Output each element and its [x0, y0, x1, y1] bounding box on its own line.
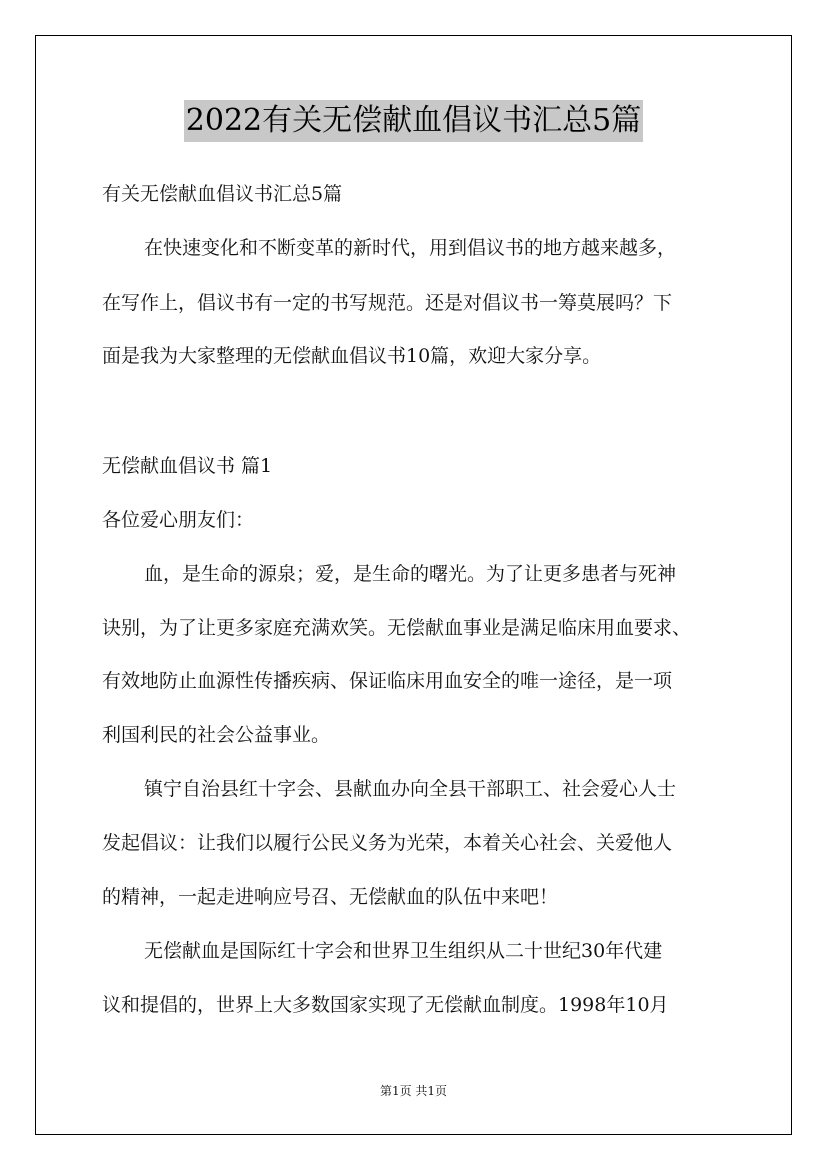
paragraph2-line-2: 发起倡议：让我们以履行公民义务为光荣，本着关心社会、关爱他人	[102, 832, 673, 854]
paragraph1-line-1: 血，是生命的源泉；爱，是生命的曙光。为了让更多患者与死神	[144, 563, 677, 585]
subtitle: 有关无偿献血倡议书汇总5篇	[102, 183, 343, 205]
paragraph2-line-1: 镇宁自治县红十字会、县献血办向全县干部职工、社会爱心人士	[144, 778, 677, 800]
section-heading: 无偿献血倡议书 篇1	[102, 455, 273, 477]
salutation: 各位爱心朋友们：	[102, 509, 255, 531]
paragraph3-line-2: 议和提倡的，世界上大多数国家实现了无偿献血制度。1998年10月	[102, 994, 669, 1016]
intro-line-1: 在快速变化和不断变革的新时代，用到倡议书的地方越来越多，	[144, 237, 677, 259]
intro-line-3: 面是我为大家整理的无偿献血倡议书10篇，欢迎大家分享。	[102, 345, 602, 367]
paragraph1-line-2: 诀别，为了让更多家庭充满欢笑。无偿献血事业是满足临床用血要求、	[102, 617, 692, 639]
title-container	[0, 100, 827, 142]
paragraph1-line-4: 利国利民的社会公益事业。	[102, 724, 331, 746]
paragraph3-line-1: 无偿献血是国际红十字会和世界卫生组织从二十世纪30年代建	[144, 940, 663, 962]
paragraph1-line-3: 有效地防止血源性传播疾病、保证临床用血安全的唯一途径，是一项	[102, 670, 673, 692]
document-title: 2022有关无偿献血倡议书汇总5篇	[184, 100, 643, 142]
page-footer: 第1页 共1页	[379, 1084, 448, 1098]
paragraph2-line-3: 的精神，一起走进响应号召、无偿献血的队伍中来吧！	[102, 886, 559, 908]
intro-line-2: 在写作上，倡议书有一定的书写规范。还是对倡议书一筹莫展吗？下	[102, 292, 673, 314]
